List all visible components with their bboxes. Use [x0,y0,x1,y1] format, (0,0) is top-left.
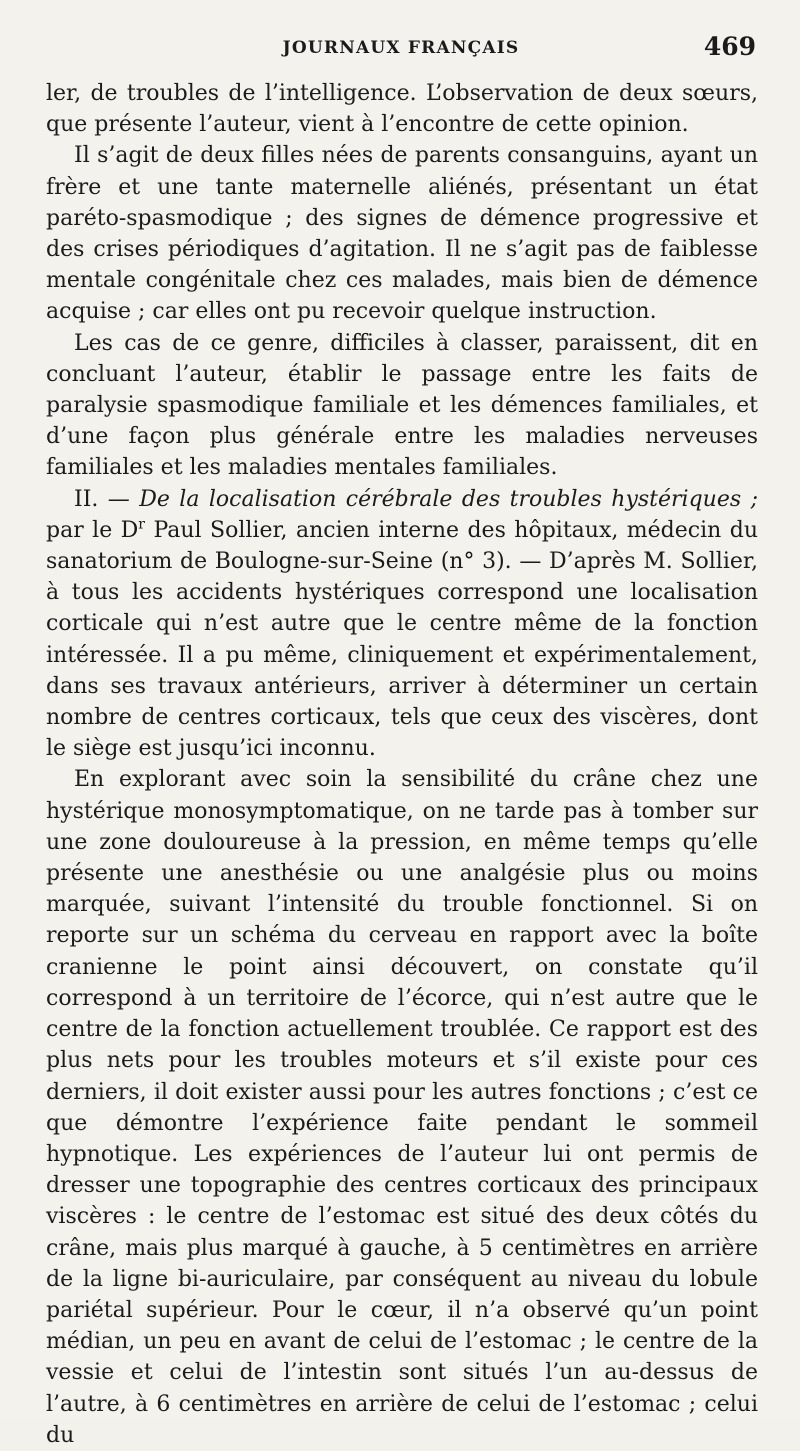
running-title: JOURNAUX FRANÇAIS [282,38,520,58]
paragraph-article-entry [46,484,758,765]
article-number: II. — [74,486,140,512]
page-number: 469 [703,32,756,61]
paragraph-case-description: Il s’agit de deux filles nées de parents consanguins, ayant un frère et une tante maternelle aliénés, présentant un état paréto-spasmodique ; des signes de démence progressive et des crises périodiques d’agitation. Il ne s’agit pas de faiblesse mentale congénitale chez ces malades, mais bien de démence acquise ; car elles ont pu recevoir quelque instruction. [46,143,758,325]
article-title: De la localisation cérébrale des troubles hystériques ; [139,486,758,512]
author-prefix: par le D [46,517,139,543]
paragraph-continued: ler, de troubles de l’intelligence. L’observation de deux sœurs, que présente l’auteur, vient à l’encontre de cette opinion. [46,81,758,138]
article-summary: Paul Sollier, ancien interne des hôpitaux, médecin du sanatorium de Boulogne-sur-Seine (n° 3). — D’après M. Sollier, à tous les accidents hystériques correspond une localisation corticale qui n’est autre que le centre même de la fonction intéressée. Il a pu même, cliniquement et expérimentalement, dans ses travaux antérieurs, arriver à déterminer un certain nombre de centres corticaux, tels que ceux des viscères, dont le siège est jusqu’ici inconnu. [46,517,758,762]
paragraph-conclusion: Les cas de ce genre, difficiles à classer, paraissent, dit en concluant l’auteur, établir le passage entre les faits de paralysie spasmodique familiale et les démences familiales, et d’une façon plus générale entre les maladies nerveuses familiales et les maladies mentales familiales. [46,330,758,481]
author-title-superscript: r [138,516,145,533]
paragraph-exploration: En explorant avec soin la sensibilité du crâne chez une hystérique monosymptomatique, on ne tarde pas à tomber sur une zone douloureuse à la pression, en même temps qu’elle présente une anesthésie ou une analgésie plus ou moins marquée, suivant l’intensité du trouble fonctionnel. Si on reporte sur un schéma du cerveau en rapport avec la boîte cranienne le point ainsi découvert, on constate qu’il correspond à un territoire de l’écorce, qui n’est autre que le centre de la fonction actuellement troublée. Ce rapport est des plus nets pour les troubles moteurs et s’il existe pour ces derniers, il doit exister aussi pour les autres fonctions ; c’est ce que démontre l’expérience faite pendant le sommeil hypnotique. Les expériences de l’auteur lui ont permis de dresser une topographie des centres corticaux des principaux viscères : le centre de l’estomac est situé des deux côtés du crâne, mais plus marqué à gauche, à 5 centimètres en arrière de la ligne bi-auriculaire, par conséquent au niveau du lobule pariétal supérieur. Pour le cœur, il n’a observé qu’un point médian, un peu en avant de celui de l’estomac ; le centre de la vessie et celui de l’intestin sont situés l’un au-dessus de l’autre, à 6 centimètres en arrière de celui de l’estomac ; celui du [46,767,758,1448]
page-header [46,32,756,66]
body-text [46,78,758,1451]
